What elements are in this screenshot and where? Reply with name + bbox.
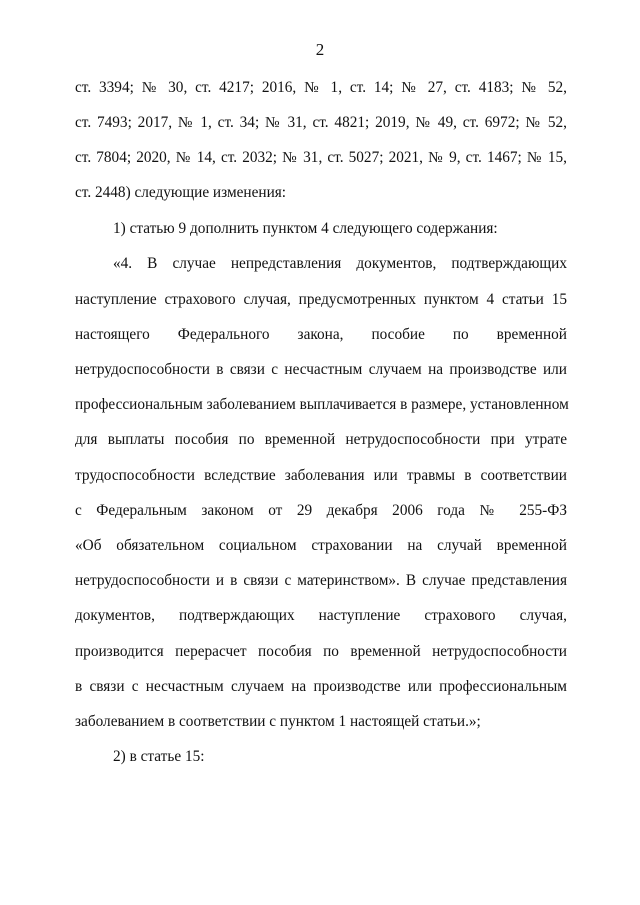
paragraph-item-1: 1) статью 9 дополнить пунктом 4 следующего содержания:: [113, 220, 498, 237]
text-line: нетрудоспособности в связи с несчастным случаем на производстве или: [75, 361, 567, 378]
text-line: «Об обязательном социальном страховании на случай временной: [75, 537, 567, 554]
text-line: трудоспособности вследствие заболевания или травмы в соответствии: [75, 467, 567, 484]
text-line: ст. 7493; 2017, № 1, ст. 34; № 31, ст. 4821; 2019, № 49, ст. 6972; № 52,: [75, 114, 567, 131]
text-line: для выплаты пособия по временной нетрудоспособности при утрате: [75, 431, 567, 448]
text-line: ст. 3394; № 30, ст. 4217; 2016, № 1, ст. 14; № 27, ст. 4183; № 52,: [75, 79, 567, 96]
text-line: ст. 7804; 2020, № 14, ст. 2032; № 31, ст. 5027; 2021, № 9, ст. 1467; № 15,: [75, 149, 567, 166]
text-line: «4. В случае непредставления документов, подтверждающих: [113, 255, 567, 272]
text-line: настоящего Федерального закона, пособие по временной: [75, 326, 567, 343]
text-line: в связи с несчастным случаем на производстве или профессиональным: [75, 678, 567, 695]
text-line: с Федеральным законом от 29 декабря 2006 года № 255-ФЗ: [75, 502, 567, 519]
text-line: профессиональным заболеванием выплачивается в размере, установленном: [75, 396, 569, 413]
text-line: ст. 2448) следующие изменения:: [75, 184, 287, 201]
text-line: наступление страхового случая, предусмотренных пунктом 4 статьи 15: [75, 291, 567, 308]
page-number: 2: [315, 40, 325, 59]
text-line: заболеванием в соответствии с пунктом 1 настоящей статьи.»;: [75, 713, 481, 730]
text-line: нетрудоспособности и в связи с материнством». В случае представления: [75, 572, 567, 589]
text-line: производится перерасчет пособия по временной нетрудоспособности: [75, 643, 567, 660]
paragraph-item-2: 2) в статье 15:: [113, 748, 205, 765]
text-line: документов, подтверждающих наступление страхового случая,: [75, 607, 567, 624]
